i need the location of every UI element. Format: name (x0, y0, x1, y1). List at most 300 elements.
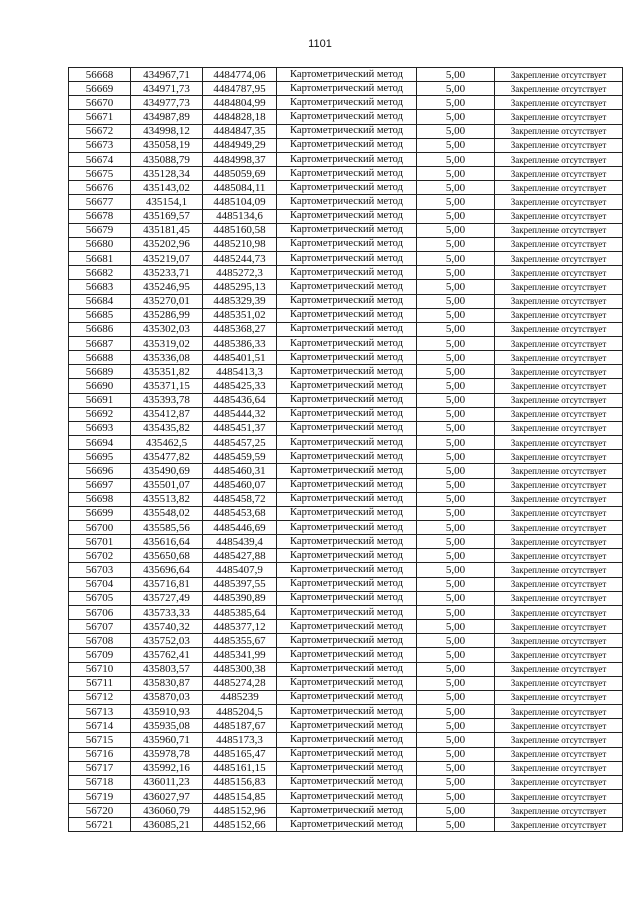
x-coordinate-cell: 435181,45 (131, 223, 203, 237)
table-row (69, 96, 623, 110)
accuracy-cell: 5,00 (417, 421, 495, 435)
table-row (69, 152, 623, 166)
table-row (69, 393, 623, 407)
point-number-cell: 56717 (69, 761, 131, 775)
x-coordinate-cell: 435870,03 (131, 690, 203, 704)
y-coordinate-cell: 4485460,07 (203, 478, 277, 492)
accuracy-cell: 5,00 (417, 96, 495, 110)
point-number-cell: 56716 (69, 747, 131, 761)
accuracy-cell: 5,00 (417, 436, 495, 450)
accuracy-cell: 5,00 (417, 266, 495, 280)
point-number-cell: 56676 (69, 181, 131, 195)
method-cell: Картометрический метод (277, 775, 417, 789)
fixation-cell: Закрепление отсутствует (495, 436, 623, 450)
table-row (69, 280, 623, 294)
method-cell: Картометрический метод (277, 478, 417, 492)
x-coordinate-cell: 435960,71 (131, 733, 203, 747)
y-coordinate-cell: 4485444,32 (203, 407, 277, 421)
fixation-cell: Закрепление отсутствует (495, 506, 623, 520)
method-cell: Картометрический метод (277, 733, 417, 747)
accuracy-cell: 5,00 (417, 365, 495, 379)
fixation-cell: Закрепление отсутствует (495, 662, 623, 676)
point-number-cell: 56713 (69, 705, 131, 719)
fixation-cell: Закрепление отсутствует (495, 322, 623, 336)
point-number-cell: 56708 (69, 634, 131, 648)
fixation-cell: Закрепление отсутствует (495, 393, 623, 407)
accuracy-cell: 5,00 (417, 322, 495, 336)
x-coordinate-cell: 435202,96 (131, 237, 203, 251)
method-cell: Картометрический метод (277, 563, 417, 577)
fixation-cell: Закрепление отсутствует (495, 152, 623, 166)
y-coordinate-cell: 4485459,59 (203, 450, 277, 464)
y-coordinate-cell: 4485427,88 (203, 549, 277, 563)
accuracy-cell: 5,00 (417, 237, 495, 251)
point-number-cell: 56675 (69, 167, 131, 181)
y-coordinate-cell: 4485160,58 (203, 223, 277, 237)
fixation-cell: Закрепление отсутствует (495, 577, 623, 591)
accuracy-cell: 5,00 (417, 82, 495, 96)
method-cell: Картометрический метод (277, 351, 417, 365)
x-coordinate-cell: 435154,1 (131, 195, 203, 209)
y-coordinate-cell: 4485413,3 (203, 365, 277, 379)
method-cell: Картометрический метод (277, 379, 417, 393)
fixation-cell: Закрепление отсутствует (495, 818, 623, 832)
table-row (69, 351, 623, 365)
point-number-cell: 56670 (69, 96, 131, 110)
y-coordinate-cell: 4485401,51 (203, 351, 277, 365)
fixation-cell: Закрепление отсутствует (495, 209, 623, 223)
y-coordinate-cell: 4485451,37 (203, 421, 277, 435)
table-row (69, 719, 623, 733)
table-row (69, 266, 623, 280)
accuracy-cell: 5,00 (417, 634, 495, 648)
method-cell: Картометрический метод (277, 591, 417, 605)
method-cell: Картометрический метод (277, 549, 417, 563)
method-cell: Картометрический метод (277, 620, 417, 634)
y-coordinate-cell: 4485407,9 (203, 563, 277, 577)
fixation-cell: Закрепление отсутствует (495, 492, 623, 506)
point-number-cell: 56693 (69, 421, 131, 435)
y-coordinate-cell: 4485341,99 (203, 648, 277, 662)
y-coordinate-cell: 4485458,72 (203, 492, 277, 506)
fixation-cell: Закрепление отсутствует (495, 648, 623, 662)
point-number-cell: 56683 (69, 280, 131, 294)
method-cell: Картометрический метод (277, 662, 417, 676)
table-row (69, 209, 623, 223)
y-coordinate-cell: 4484787,95 (203, 82, 277, 96)
point-number-cell: 56674 (69, 152, 131, 166)
y-coordinate-cell: 4485244,73 (203, 252, 277, 266)
accuracy-cell: 5,00 (417, 719, 495, 733)
accuracy-cell: 5,00 (417, 181, 495, 195)
accuracy-cell: 5,00 (417, 648, 495, 662)
table-row (69, 804, 623, 818)
x-coordinate-cell: 436027,97 (131, 789, 203, 803)
method-cell: Картометрический метод (277, 676, 417, 690)
y-coordinate-cell: 4485385,64 (203, 605, 277, 619)
method-cell: Картометрический метод (277, 195, 417, 209)
fixation-cell: Закрепление отсутствует (495, 535, 623, 549)
fixation-cell: Закрепление отсутствует (495, 676, 623, 690)
accuracy-cell: 5,00 (417, 620, 495, 634)
table-row (69, 506, 623, 520)
fixation-cell: Закрепление отсутствует (495, 775, 623, 789)
accuracy-cell: 5,00 (417, 577, 495, 591)
fixation-cell: Закрепление отсутствует (495, 421, 623, 435)
point-number-cell: 56686 (69, 322, 131, 336)
accuracy-cell: 5,00 (417, 138, 495, 152)
table-row (69, 478, 623, 492)
method-cell: Картометрический метод (277, 68, 417, 82)
accuracy-cell: 5,00 (417, 733, 495, 747)
table-row (69, 68, 623, 82)
method-cell: Картометрический метод (277, 421, 417, 435)
accuracy-cell: 5,00 (417, 605, 495, 619)
point-number-cell: 56695 (69, 450, 131, 464)
y-coordinate-cell: 4484828,18 (203, 110, 277, 124)
accuracy-cell: 5,00 (417, 407, 495, 421)
x-coordinate-cell: 435616,64 (131, 535, 203, 549)
accuracy-cell: 5,00 (417, 167, 495, 181)
fixation-cell: Закрепление отсутствует (495, 521, 623, 535)
x-coordinate-cell: 435435,82 (131, 421, 203, 435)
accuracy-cell: 5,00 (417, 209, 495, 223)
table-row (69, 747, 623, 761)
table-row (69, 648, 623, 662)
method-cell: Картометрический метод (277, 152, 417, 166)
y-coordinate-cell: 4485204,5 (203, 705, 277, 719)
point-number-cell: 56711 (69, 676, 131, 690)
x-coordinate-cell: 435371,15 (131, 379, 203, 393)
y-coordinate-cell: 4485104,09 (203, 195, 277, 209)
point-number-cell: 56703 (69, 563, 131, 577)
y-coordinate-cell: 4484949,29 (203, 138, 277, 152)
fixation-cell: Закрепление отсутствует (495, 181, 623, 195)
table-row (69, 605, 623, 619)
accuracy-cell: 5,00 (417, 379, 495, 393)
y-coordinate-cell: 4484774,06 (203, 68, 277, 82)
fixation-cell: Закрепление отсутствует (495, 379, 623, 393)
table-row (69, 761, 623, 775)
x-coordinate-cell: 435246,95 (131, 280, 203, 294)
point-number-cell: 56712 (69, 690, 131, 704)
point-number-cell: 56702 (69, 549, 131, 563)
table-row (69, 237, 623, 251)
method-cell: Картометрический метод (277, 167, 417, 181)
y-coordinate-cell: 4485156,83 (203, 775, 277, 789)
x-coordinate-cell: 435233,71 (131, 266, 203, 280)
x-coordinate-cell: 435585,56 (131, 521, 203, 535)
point-number-cell: 56698 (69, 492, 131, 506)
accuracy-cell: 5,00 (417, 336, 495, 350)
y-coordinate-cell: 4484998,37 (203, 152, 277, 166)
x-coordinate-cell: 435910,93 (131, 705, 203, 719)
y-coordinate-cell: 4485152,66 (203, 818, 277, 832)
fixation-cell: Закрепление отсутствует (495, 82, 623, 96)
x-coordinate-cell: 434971,73 (131, 82, 203, 96)
accuracy-cell: 5,00 (417, 761, 495, 775)
y-coordinate-cell: 4485059,69 (203, 167, 277, 181)
x-coordinate-cell: 435286,99 (131, 308, 203, 322)
table-row (69, 308, 623, 322)
method-cell: Картометрический метод (277, 181, 417, 195)
y-coordinate-cell: 4485210,98 (203, 237, 277, 251)
fixation-cell: Закрепление отсутствует (495, 450, 623, 464)
point-number-cell: 56720 (69, 804, 131, 818)
method-cell: Картометрический метод (277, 761, 417, 775)
fixation-cell: Закрепление отсутствует (495, 478, 623, 492)
method-cell: Картометрический метод (277, 804, 417, 818)
x-coordinate-cell: 435302,03 (131, 322, 203, 336)
accuracy-cell: 5,00 (417, 690, 495, 704)
y-coordinate-cell: 4485134,6 (203, 209, 277, 223)
fixation-cell: Закрепление отсутствует (495, 605, 623, 619)
point-number-cell: 56669 (69, 82, 131, 96)
x-coordinate-cell: 435351,82 (131, 365, 203, 379)
method-cell: Картометрический метод (277, 492, 417, 506)
table-row (69, 789, 623, 803)
fixation-cell: Закрепление отсутствует (495, 266, 623, 280)
point-number-cell: 56682 (69, 266, 131, 280)
fixation-cell: Закрепление отсутствует (495, 336, 623, 350)
table-row (69, 365, 623, 379)
y-coordinate-cell: 4485368,27 (203, 322, 277, 336)
method-cell: Картометрический метод (277, 634, 417, 648)
point-number-cell: 56668 (69, 68, 131, 82)
y-coordinate-cell: 4485300,38 (203, 662, 277, 676)
table-row (69, 421, 623, 435)
y-coordinate-cell: 4485355,67 (203, 634, 277, 648)
table-row (69, 124, 623, 138)
table-row (69, 407, 623, 421)
method-cell: Картометрический метод (277, 223, 417, 237)
x-coordinate-cell: 435490,69 (131, 464, 203, 478)
method-cell: Картометрический метод (277, 464, 417, 478)
method-cell: Картометрический метод (277, 535, 417, 549)
method-cell: Картометрический метод (277, 648, 417, 662)
fixation-cell: Закрепление отсутствует (495, 591, 623, 605)
x-coordinate-cell: 435650,68 (131, 549, 203, 563)
point-number-cell: 56684 (69, 294, 131, 308)
x-coordinate-cell: 435128,34 (131, 167, 203, 181)
accuracy-cell: 5,00 (417, 775, 495, 789)
point-number-cell: 56715 (69, 733, 131, 747)
x-coordinate-cell: 435088,79 (131, 152, 203, 166)
accuracy-cell: 5,00 (417, 705, 495, 719)
y-coordinate-cell: 4485386,33 (203, 336, 277, 350)
table-row (69, 336, 623, 350)
point-number-cell: 56687 (69, 336, 131, 350)
fixation-cell: Закрепление отсутствует (495, 719, 623, 733)
table-row (69, 464, 623, 478)
table-row (69, 563, 623, 577)
method-cell: Картометрический метод (277, 605, 417, 619)
x-coordinate-cell: 435740,32 (131, 620, 203, 634)
table-row (69, 577, 623, 591)
point-number-cell: 56677 (69, 195, 131, 209)
table-row (69, 167, 623, 181)
method-cell: Картометрический метод (277, 705, 417, 719)
x-coordinate-cell: 435169,57 (131, 209, 203, 223)
method-cell: Картометрический метод (277, 436, 417, 450)
method-cell: Картометрический метод (277, 577, 417, 591)
accuracy-cell: 5,00 (417, 492, 495, 506)
point-number-cell: 56689 (69, 365, 131, 379)
point-number-cell: 56697 (69, 478, 131, 492)
y-coordinate-cell: 4485390,89 (203, 591, 277, 605)
y-coordinate-cell: 4485084,11 (203, 181, 277, 195)
x-coordinate-cell: 435727,49 (131, 591, 203, 605)
point-number-cell: 56704 (69, 577, 131, 591)
fixation-cell: Закрепление отсутствует (495, 110, 623, 124)
table-row (69, 252, 623, 266)
point-number-cell: 56705 (69, 591, 131, 605)
accuracy-cell: 5,00 (417, 252, 495, 266)
x-coordinate-cell: 435336,08 (131, 351, 203, 365)
table-row (69, 818, 623, 832)
y-coordinate-cell: 4485439,4 (203, 535, 277, 549)
method-cell: Картометрический метод (277, 322, 417, 336)
x-coordinate-cell: 435501,07 (131, 478, 203, 492)
y-coordinate-cell: 4485295,13 (203, 280, 277, 294)
x-coordinate-cell: 435762,41 (131, 648, 203, 662)
fixation-cell: Закрепление отсутствует (495, 351, 623, 365)
point-number-cell: 56690 (69, 379, 131, 393)
y-coordinate-cell: 4485457,25 (203, 436, 277, 450)
table-row (69, 634, 623, 648)
point-number-cell: 56691 (69, 393, 131, 407)
point-number-cell: 56671 (69, 110, 131, 124)
fixation-cell: Закрепление отсутствует (495, 705, 623, 719)
point-number-cell: 56714 (69, 719, 131, 733)
point-number-cell: 56719 (69, 789, 131, 803)
method-cell: Картометрический метод (277, 82, 417, 96)
method-cell: Картометрический метод (277, 719, 417, 733)
accuracy-cell: 5,00 (417, 294, 495, 308)
y-coordinate-cell: 4485460,31 (203, 464, 277, 478)
x-coordinate-cell: 435477,82 (131, 450, 203, 464)
x-coordinate-cell: 435716,81 (131, 577, 203, 591)
method-cell: Картометрический метод (277, 280, 417, 294)
x-coordinate-cell: 435548,02 (131, 506, 203, 520)
x-coordinate-cell: 435696,64 (131, 563, 203, 577)
method-cell: Картометрический метод (277, 818, 417, 832)
point-number-cell: 56700 (69, 521, 131, 535)
y-coordinate-cell: 4485173,3 (203, 733, 277, 747)
accuracy-cell: 5,00 (417, 535, 495, 549)
method-cell: Картометрический метод (277, 308, 417, 322)
method-cell: Картометрический метод (277, 450, 417, 464)
accuracy-cell: 5,00 (417, 308, 495, 322)
accuracy-cell: 5,00 (417, 223, 495, 237)
y-coordinate-cell: 4485425,33 (203, 379, 277, 393)
fixation-cell: Закрепление отсутствует (495, 464, 623, 478)
method-cell: Картометрический метод (277, 393, 417, 407)
table-row (69, 591, 623, 605)
table-row (69, 223, 623, 237)
method-cell: Картометрический метод (277, 209, 417, 223)
fixation-cell: Закрепление отсутствует (495, 761, 623, 775)
point-number-cell: 56679 (69, 223, 131, 237)
y-coordinate-cell: 4485152,96 (203, 804, 277, 818)
method-cell: Картометрический метод (277, 110, 417, 124)
x-coordinate-cell: 435513,82 (131, 492, 203, 506)
method-cell: Картометрический метод (277, 747, 417, 761)
method-cell: Картометрический метод (277, 690, 417, 704)
table-row (69, 690, 623, 704)
accuracy-cell: 5,00 (417, 521, 495, 535)
table-row (69, 322, 623, 336)
table-row (69, 195, 623, 209)
point-number-cell: 56706 (69, 605, 131, 619)
fixation-cell: Закрепление отсутствует (495, 733, 623, 747)
point-number-cell: 56681 (69, 252, 131, 266)
page-number: 1101 (308, 38, 332, 50)
x-coordinate-cell: 435412,87 (131, 407, 203, 421)
fixation-cell: Закрепление отсутствует (495, 280, 623, 294)
fixation-cell: Закрепление отсутствует (495, 124, 623, 138)
x-coordinate-cell: 435058,19 (131, 138, 203, 152)
table-row (69, 535, 623, 549)
x-coordinate-cell: 435143,02 (131, 181, 203, 195)
point-number-cell: 56701 (69, 535, 131, 549)
accuracy-cell: 5,00 (417, 393, 495, 407)
y-coordinate-cell: 4485446,69 (203, 521, 277, 535)
accuracy-cell: 5,00 (417, 124, 495, 138)
table-row (69, 294, 623, 308)
coordinates-table (68, 67, 623, 832)
accuracy-cell: 5,00 (417, 676, 495, 690)
point-number-cell: 56721 (69, 818, 131, 832)
fixation-cell: Закрепление отсутствует (495, 563, 623, 577)
x-coordinate-cell: 434998,12 (131, 124, 203, 138)
table-row (69, 521, 623, 535)
fixation-cell: Закрепление отсутствует (495, 634, 623, 648)
x-coordinate-cell: 435992,16 (131, 761, 203, 775)
point-number-cell: 56696 (69, 464, 131, 478)
fixation-cell: Закрепление отсутствует (495, 68, 623, 82)
point-number-cell: 56710 (69, 662, 131, 676)
fixation-cell: Закрепление отсутствует (495, 237, 623, 251)
accuracy-cell: 5,00 (417, 747, 495, 761)
accuracy-cell: 5,00 (417, 195, 495, 209)
point-number-cell: 56692 (69, 407, 131, 421)
fixation-cell: Закрепление отсутствует (495, 747, 623, 761)
accuracy-cell: 5,00 (417, 110, 495, 124)
point-number-cell: 56678 (69, 209, 131, 223)
accuracy-cell: 5,00 (417, 152, 495, 166)
y-coordinate-cell: 4485436,64 (203, 393, 277, 407)
method-cell: Картометрический метод (277, 96, 417, 110)
method-cell: Картометрический метод (277, 252, 417, 266)
accuracy-cell: 5,00 (417, 478, 495, 492)
point-number-cell: 56694 (69, 436, 131, 450)
accuracy-cell: 5,00 (417, 464, 495, 478)
x-coordinate-cell: 435393,78 (131, 393, 203, 407)
fixation-cell: Закрепление отсутствует (495, 308, 623, 322)
x-coordinate-cell: 435219,07 (131, 252, 203, 266)
fixation-cell: Закрепление отсутствует (495, 549, 623, 563)
fixation-cell: Закрепление отсутствует (495, 195, 623, 209)
fixation-cell: Закрепление отсутствует (495, 804, 623, 818)
y-coordinate-cell: 4485351,02 (203, 308, 277, 322)
table-row (69, 436, 623, 450)
y-coordinate-cell: 4485274,28 (203, 676, 277, 690)
table-row (69, 662, 623, 676)
y-coordinate-cell: 4485165,47 (203, 747, 277, 761)
method-cell: Картометрический метод (277, 521, 417, 535)
x-coordinate-cell: 434987,89 (131, 110, 203, 124)
